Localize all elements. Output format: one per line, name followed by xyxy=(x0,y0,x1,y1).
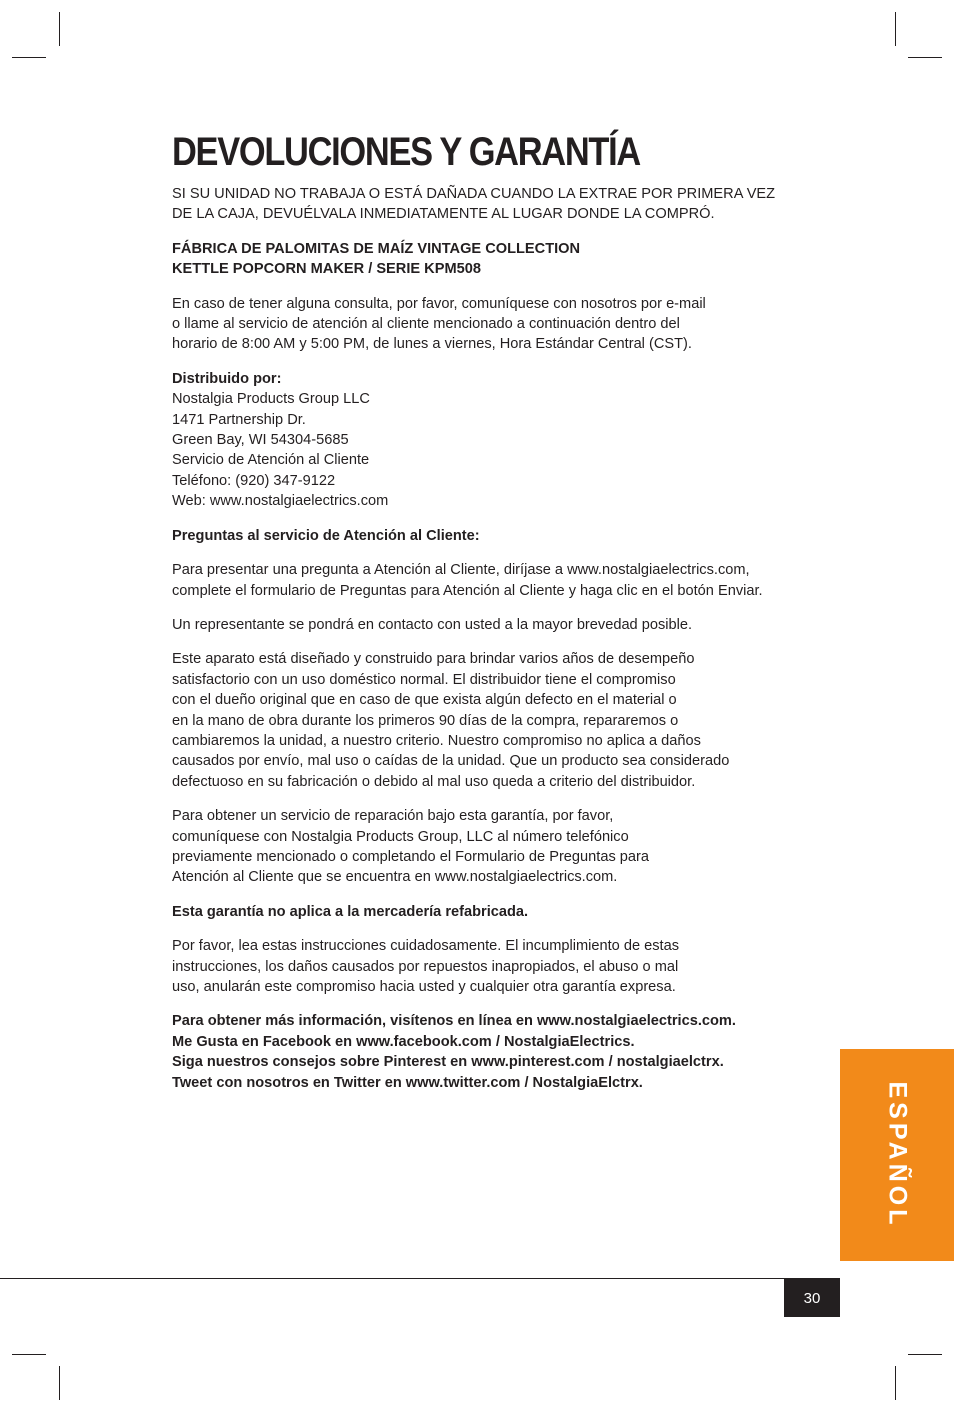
product-heading: FÁBRICA DE PALOMITAS DE MAÍZ VINTAGE COLLECTION KETTLE POPCORN MAKER / SERIE KPM508 xyxy=(172,240,581,278)
crop-mark xyxy=(59,12,60,46)
crop-mark xyxy=(908,57,942,58)
social-links: Para obtener más información, visítenos en línea en www.nostalgiaelectrics.com. Me Gusta en Facebook en www.facebook.com / NostalgiaElectrics. Siga nuestros consejos sobre Pinterest en www.pinterest.com / nostalgiaelctrx. Tweet con nosotros en Twitter en www.twitter.com / NostalgiaElctrx. xyxy=(172,1013,736,1091)
crop-mark xyxy=(908,1354,942,1355)
representative-paragraph: Un representante se pondrá en contacto con usted a la mayor brevedad posible. xyxy=(172,616,693,633)
page-title: DEVOLUCIONES Y GARANTÍA xyxy=(172,130,640,174)
refurbished-note: Esta garantía no aplica a la mercadería refabricada. xyxy=(172,903,529,920)
instructions-paragraph: Por favor, lea estas instrucciones cuidadosamente. El incumplimiento de estas instrucciones, los daños causados por repuestos inapropiados, el abuso o mal uso, anularán este compromiso hacia usted y cualquier otra garantía expresa. xyxy=(172,938,679,995)
footer-rule xyxy=(0,1278,840,1279)
warranty-paragraph: Este aparato está diseñado y construido para brindar varios años de desempeño satisfactorio con un uso doméstico normal. El distribuidor tiene el compromiso con el dueño original que en caso de que exista algún defecto en el material o en la mano de obra durante los primeros 90 días de la compra, repararemos o cambiaremos la unidad, a nuestro criterio. Nuestro compromiso no aplica a daños causados por envío, mal uso o caídas de la unidad. Que un producto sea considerado defectuoso en su fabricación o debido al mal uso queda a criterio del distribuidor. xyxy=(172,651,730,790)
crop-mark xyxy=(895,12,896,46)
document-body xyxy=(172,184,832,1107)
intro-paragraph: SI SU UNIDAD NO TRABAJA O ESTÁ DAÑADA CUANDO LA EXTRAE POR PRIMERA VEZ DE LA CAJA, DEVUÉLVALA INMEDIATAMENTE AL LUGAR DONDE LA COMPRÓ. xyxy=(172,186,776,223)
questions-heading: Preguntas al servicio de Atención al Cliente: xyxy=(172,527,480,544)
crop-mark xyxy=(12,1354,46,1355)
page-number: 30 xyxy=(784,1279,840,1317)
contact-paragraph: En caso de tener alguna consulta, por favor, comuníquese con nosotros por e-mail o llame al servicio de atención al cliente mencionado a continuación dentro del horario de 8:00 AM y 5:00 PM, de lunes a viernes, Hora Estándar Central (CST). xyxy=(172,295,706,353)
crop-mark xyxy=(895,1366,896,1400)
language-tab xyxy=(840,1049,954,1261)
questions-paragraph: Para presentar una pregunta a Atención al Cliente, diríjase a www.nostalgiaelectrics.com, complete el formulario de Preguntas para Atención al Cliente y haga clic en el botón Enviar. xyxy=(172,562,763,599)
crop-mark xyxy=(12,57,46,58)
distributor-block: Distribuido por: Nostalgia Products Group LLC 1471 Partnership Dr. Green Bay, WI 54304-5685 Servicio de Atención al Cliente Teléfono: (920) 347-9122 Web: www.nostalgiaelectrics.com xyxy=(172,369,832,512)
language-tab-label: ESPAÑOL xyxy=(883,1081,912,1229)
service-paragraph: Para obtener un servicio de reparación bajo esta garantía, por favor, comuníquese con Nostalgia Products Group, LLC al número telefónico previamente mencionado o completando el Formulario de Preguntas para Atención al Cliente que se encuentra en www.nostalgiaelectrics.com. xyxy=(172,808,650,886)
distributor-heading: Distribuido por: xyxy=(172,370,282,387)
crop-mark xyxy=(59,1366,60,1400)
